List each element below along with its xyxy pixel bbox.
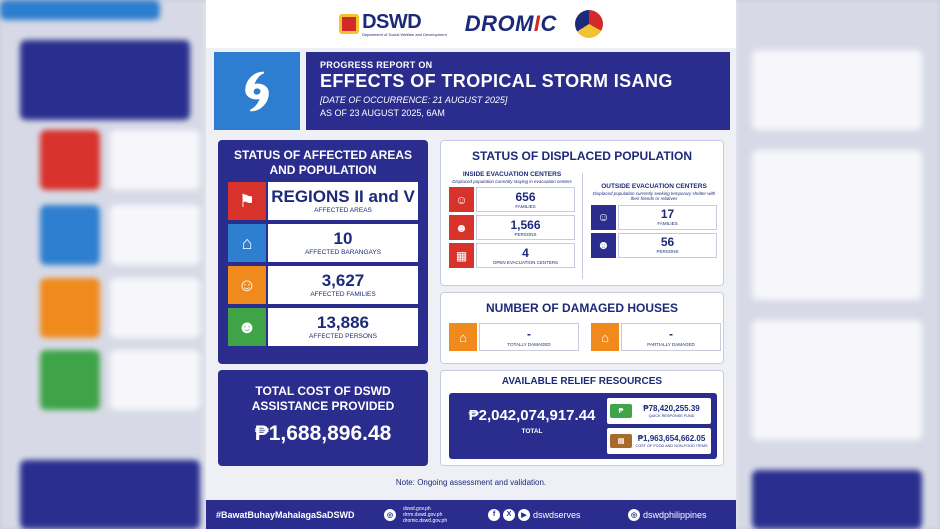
open-evac-centers-label: OPEN EVACUATION CENTERS <box>492 259 559 265</box>
footer-hashtag: #BawatBuhayMahalagaSaDSWD <box>216 509 355 520</box>
bagong-pilipinas-logo-icon <box>575 10 603 38</box>
relief-total-label: TOTAL <box>521 428 543 435</box>
instagram-icon[interactable]: ◎ <box>628 509 640 521</box>
affected-row <box>228 266 418 304</box>
cash-icon: ₱ <box>610 404 632 418</box>
partially-damaged-row <box>591 323 721 351</box>
affected-persons-value: 13,886 <box>317 313 369 332</box>
footer-social <box>488 509 628 521</box>
background-block <box>752 50 922 130</box>
displaced-population-panel <box>440 140 724 286</box>
dswd-logo <box>339 12 447 37</box>
footer-url-link[interactable]: dswd.gov.ph <box>403 505 431 512</box>
globe-icon: ◎ <box>384 509 396 521</box>
inside-persons-value: 1,566 <box>510 217 541 232</box>
total-cost-title: TOTAL COST OF DSWD ASSISTANCE PROVIDED <box>251 384 395 413</box>
outside-persons-label: PERSONS <box>656 249 679 255</box>
outside-evacuation-header: OUTSIDE EVACUATION CENTERS <box>601 183 707 190</box>
family-icon: ☺ <box>228 266 266 304</box>
inside-families-label: FAMILIES <box>515 203 536 209</box>
relief-total <box>457 407 607 435</box>
outside-families-value: 17 <box>660 207 675 222</box>
barangay-icon: ⌂ <box>228 224 266 262</box>
youtube-icon[interactable]: ▶ <box>518 509 530 521</box>
dromic-logo-text: DROM <box>464 11 534 36</box>
inside-evacuation-desc: Displaced population currently staying in evacuation centers <box>452 179 572 184</box>
totally-damaged-row <box>449 323 579 351</box>
family-icon: ☺ <box>591 205 616 230</box>
affected-panel-title: STATUS OF AFFECTED AREAS AND POPULATION <box>234 148 412 177</box>
inside-evacuation-header: INSIDE EVACUATION CENTERS <box>462 171 562 178</box>
house-icon: ⌂ <box>591 323 619 351</box>
as-of-date: AS OF 23 AUGUST 2025, 6AM <box>320 108 445 118</box>
title-box <box>306 52 730 130</box>
outside-families-label: FAMILIES <box>657 221 678 227</box>
partially-damaged-value: - <box>669 326 673 341</box>
relief-total-amount: ₱2,042,074,917.44 <box>468 407 596 424</box>
inside-row <box>449 187 575 212</box>
affected-barangays-label: AFFECTED BARANGAYS <box>304 249 382 256</box>
dswd-emblem-icon <box>339 14 359 34</box>
persons-icon: ☻ <box>591 233 616 258</box>
outside-evacuation-desc: Displaced population currently seeking temporary shelter with their friends or relatives <box>592 191 716 202</box>
house-icon: ⌂ <box>449 323 477 351</box>
facebook-icon[interactable]: f <box>488 509 500 521</box>
food-items-value: ₱1,963,654,662.05 <box>637 434 706 443</box>
footer-bar <box>206 500 736 529</box>
dswd-logo-subtitle: Department of Social Welfare and Development <box>362 31 447 37</box>
family-icon: ☺ <box>449 187 474 212</box>
affected-areas-label: AFFECTED AREAS <box>314 207 372 214</box>
inside-persons-label: PERSONS <box>514 231 537 237</box>
dromic-logo-text-end: C <box>540 11 557 36</box>
outside-row <box>591 205 717 230</box>
relief-body <box>449 393 717 459</box>
standby-fund-value: ₱78,420,255.39 <box>643 404 700 413</box>
instagram-handle[interactable]: dswdphilippines <box>643 509 707 520</box>
x-icon[interactable]: X <box>503 509 515 521</box>
evacuation-center-icon: ▦ <box>449 243 474 268</box>
storm-icon-box <box>214 52 300 130</box>
storm-icon: 🌀︎ <box>243 59 271 122</box>
background-block <box>20 40 190 120</box>
page-title: EFFECTS OF TROPICAL STORM ISANG <box>320 71 673 91</box>
footer-urls <box>384 506 488 524</box>
occurrence-date: [DATE OF OCCURRENCE: 21 AUGUST 2025] <box>320 95 508 105</box>
map-pin-icon: ⚑ <box>228 182 266 220</box>
footer-url-link[interactable]: dromic.dswd.gov.ph <box>403 517 448 524</box>
food-items-label: COST OF FOOD AND NON-FOOD ITEMS <box>635 444 708 448</box>
outside-evacuation-section <box>591 183 717 258</box>
affected-families-label: AFFECTED FAMILIES <box>310 291 376 298</box>
persons-icon: ☻ <box>228 308 266 346</box>
displaced-panel-title: STATUS OF DISPLACED POPULATION <box>471 149 692 163</box>
affected-areas-value: REGIONS II and V <box>271 187 415 206</box>
affected-row <box>228 308 418 346</box>
affected-row <box>228 182 418 220</box>
totally-damaged-value: - <box>527 326 531 341</box>
relief-panel-title: AVAILABLE RELIEF RESOURCES <box>501 376 663 387</box>
affected-areas-panel <box>218 140 428 364</box>
damaged-houses-panel <box>440 292 724 364</box>
food-items-box <box>607 428 711 454</box>
dswd-logo-text: DSWD <box>362 10 422 33</box>
standby-fund-label: QUICK RESPONSE FUND <box>648 414 695 418</box>
background-block <box>110 350 200 410</box>
social-handle[interactable]: dswdserves <box>533 509 581 520</box>
affected-persons-label: AFFECTED PERSONS <box>309 333 377 340</box>
food-pack-icon: ▤ <box>610 434 632 448</box>
background-block <box>40 350 100 410</box>
infographic-poster <box>206 0 736 529</box>
totally-damaged-label: TOTALLY DAMAGED <box>507 341 551 347</box>
background-block <box>40 278 100 338</box>
outside-persons-value: 56 <box>660 235 675 250</box>
background-block <box>110 130 200 190</box>
dromic-logo-accent: I <box>533 11 541 36</box>
logo-bar <box>206 0 736 48</box>
partially-damaged-label: PARTIALLY DAMAGED <box>647 341 695 347</box>
background-block <box>40 130 100 190</box>
affected-barangays-value: 10 <box>333 229 353 248</box>
affected-families-value: 3,627 <box>321 271 365 290</box>
total-cost-amount: ₱1,688,896.48 <box>254 422 392 445</box>
affected-row <box>228 224 418 262</box>
outside-row <box>591 233 717 258</box>
background-block <box>110 205 200 265</box>
dromic-logo <box>465 11 557 37</box>
persons-icon: ☻ <box>449 215 474 240</box>
inside-families-value: 656 <box>515 189 536 204</box>
open-evac-centers-value: 4 <box>522 245 529 260</box>
background-block <box>20 460 200 529</box>
footer-url-link[interactable]: drrm.dswd.gov.ph <box>403 511 443 518</box>
background-block <box>40 205 100 265</box>
footer-instagram <box>628 509 707 521</box>
background-block <box>752 150 922 300</box>
background-block <box>752 470 922 529</box>
divider <box>582 173 583 279</box>
damaged-panel-title: NUMBER OF DAMAGED HOUSES <box>485 301 678 315</box>
inside-row <box>449 215 575 240</box>
background-block <box>0 0 160 20</box>
background-block <box>752 320 922 440</box>
inside-row <box>449 243 575 268</box>
relief-resources-panel <box>440 370 724 466</box>
report-header <box>214 52 730 130</box>
inside-evacuation-section <box>449 171 575 268</box>
total-cost-panel <box>218 370 428 466</box>
standby-fund-box <box>607 398 711 424</box>
pre-title: PROGRESS REPORT ON <box>320 60 433 70</box>
assessment-note: Note: Ongoing assessment and validation. <box>395 478 547 487</box>
background-block <box>110 278 200 338</box>
